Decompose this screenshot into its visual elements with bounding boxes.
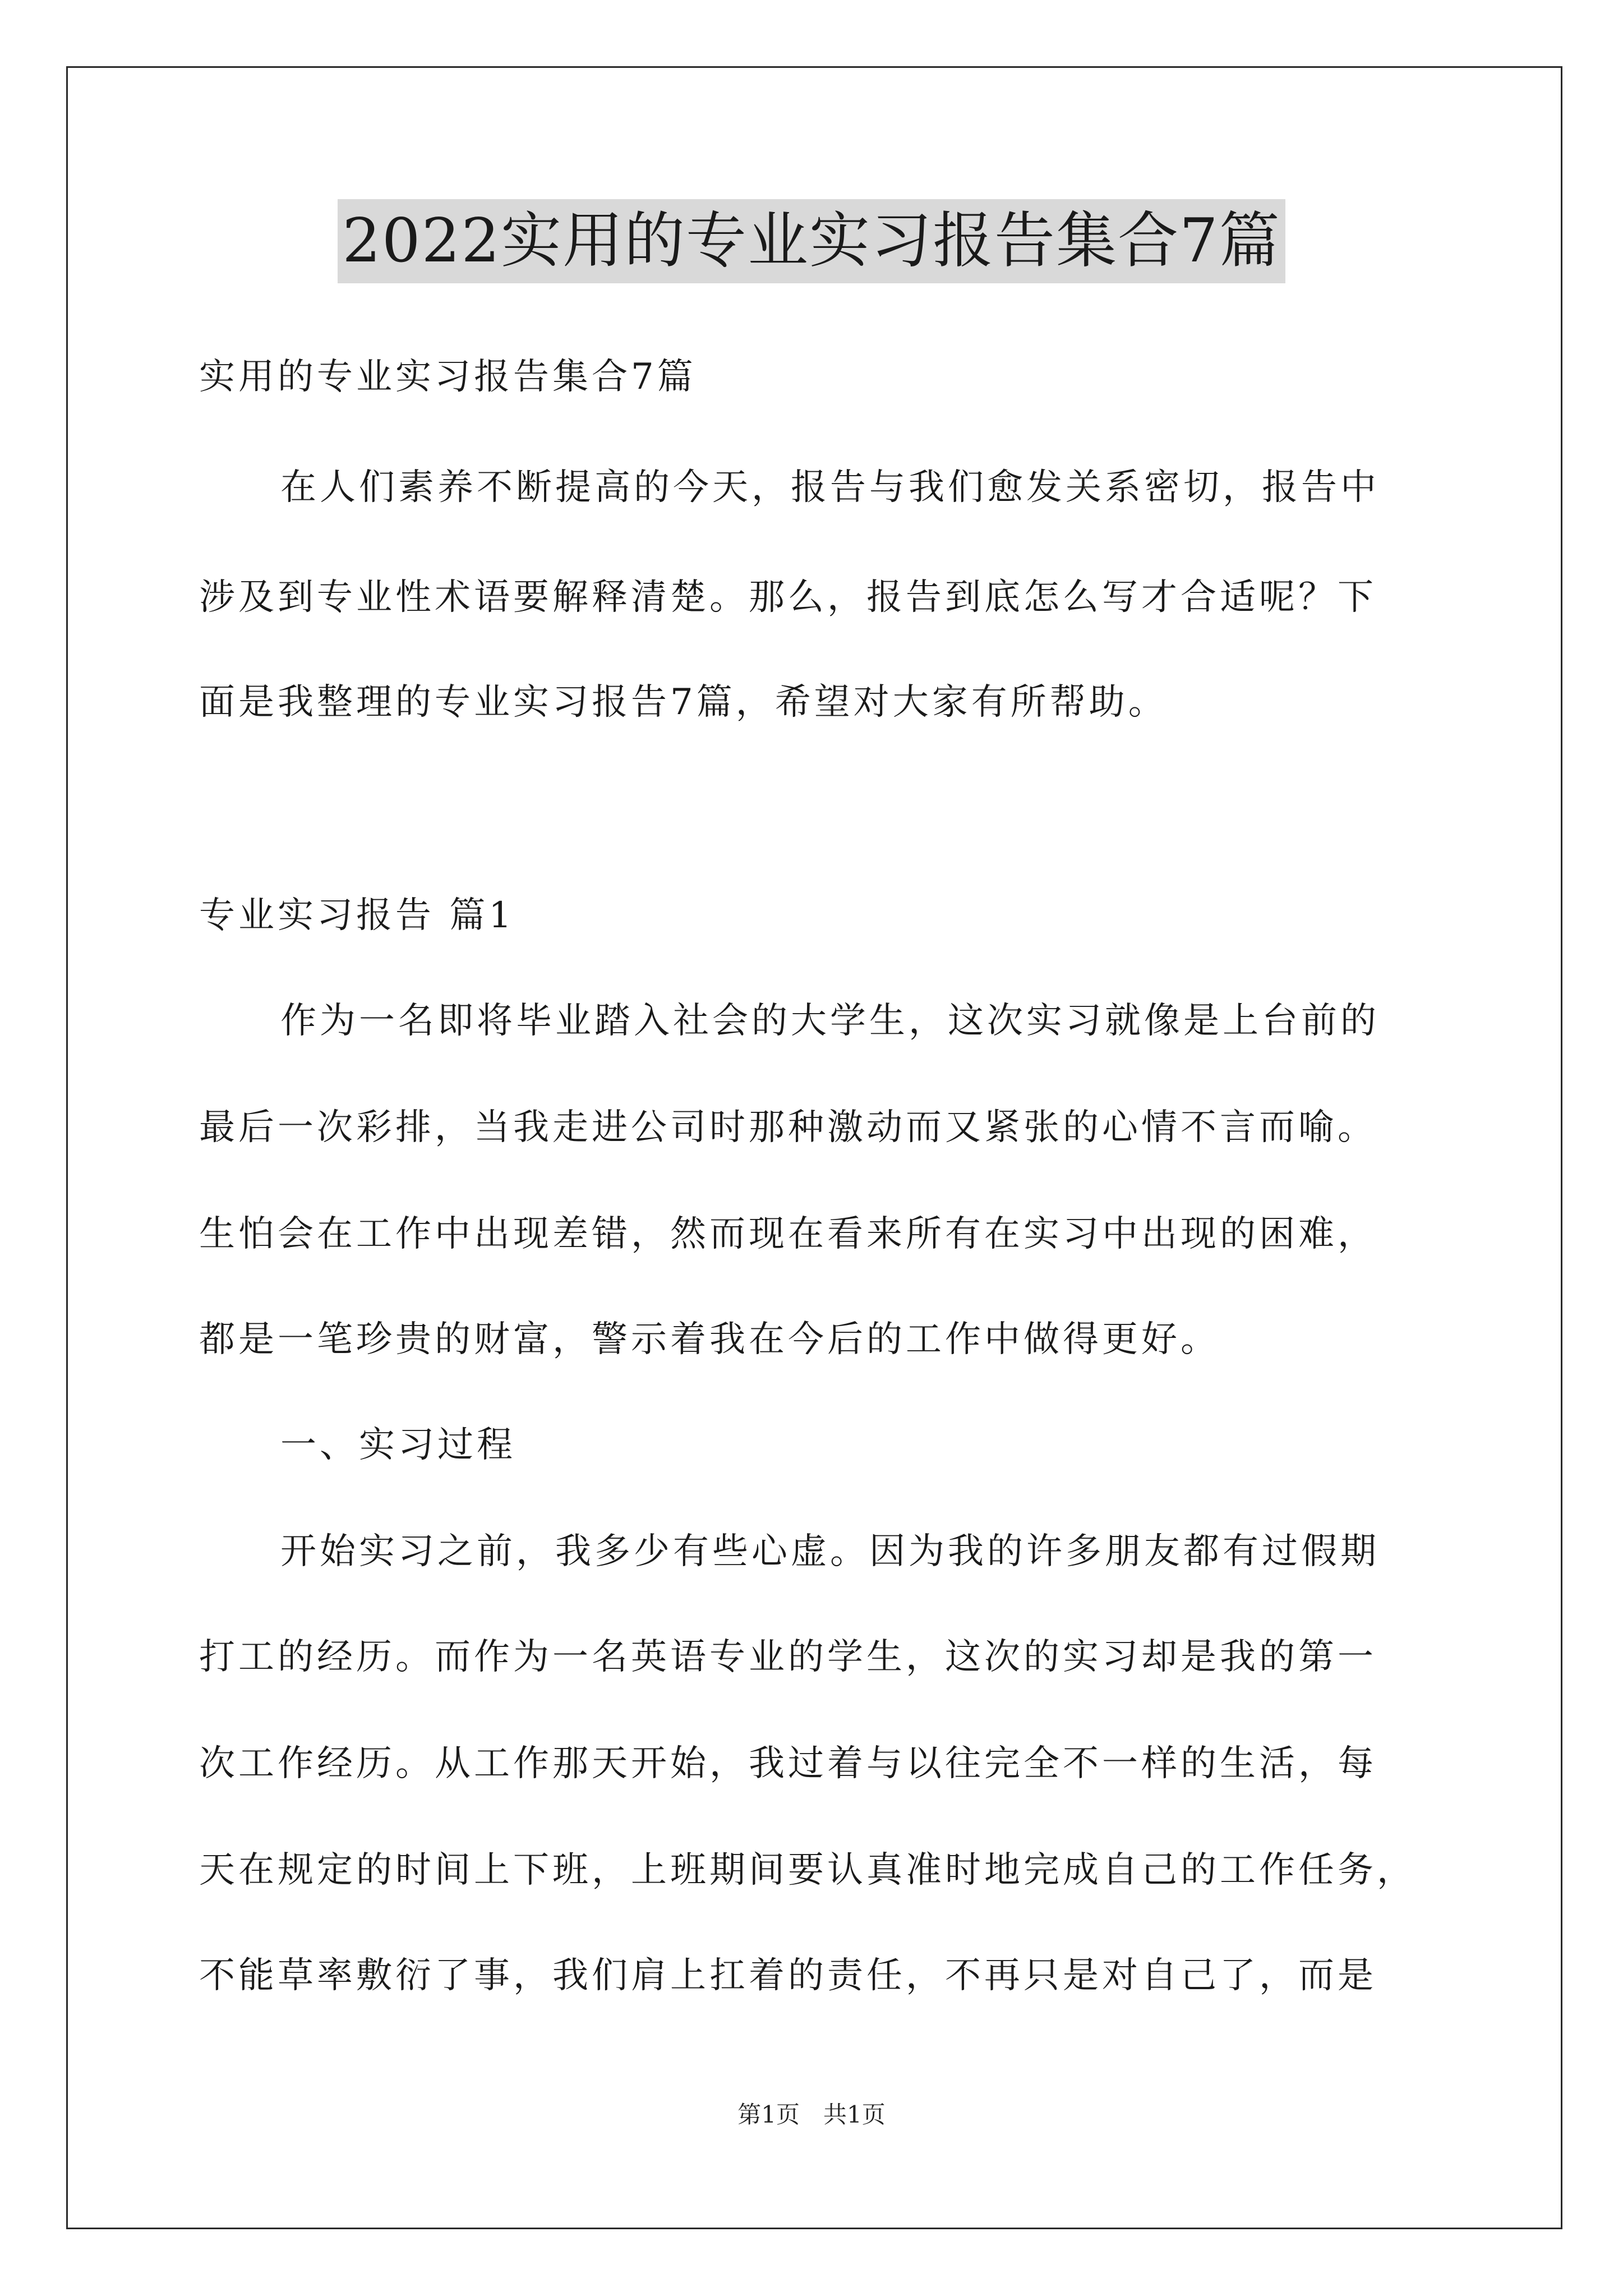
intro-line-2: 涉及到专业性术语要解释清楚。那么，报告到底怎么写才合适呢？下: [199, 577, 1377, 618]
para1-line-1: 作为一名即将毕业踏入社会的大学生，这次实习就像是上台前的: [280, 1000, 1380, 1042]
para2-line-3: 次工作经历。从工作那天开始，我过着与以往完全不一样的生活，每: [199, 1743, 1377, 1784]
para1-line-4: 都是一笔珍贵的财富，警示着我在今后的工作中做得更好。: [199, 1319, 1220, 1360]
title-wrap: [0, 199, 1623, 283]
para1-line-3: 生怕会在工作中出现差错，然而现在看来所有在实习中出现的困难，: [199, 1213, 1377, 1255]
document-subtitle: 实用的专业实习报告集合7篇: [199, 356, 697, 398]
sub-heading: 一、实习过程: [280, 1424, 516, 1466]
para2-line-1: 开始实习之前，我多少有些心虚。因为我的许多朋友都有过假期: [280, 1531, 1380, 1572]
para2-line-5: 不能草率敷衍了事，我们肩上扛着的责任，不再只是对自己了，而是: [199, 1955, 1377, 1996]
section-heading: 专业实习报告 篇1: [199, 895, 515, 936]
para2-line-4: 天在规定的时间上下班，上班期间要认真准时地完成自己的工作任务，: [199, 1849, 1416, 1891]
para1-line-2: 最后一次彩排，当我走进公司时那种激动而又紧张的心情不言而喻。: [199, 1107, 1377, 1148]
para2-line-2: 打工的经历。而作为一名英语专业的学生，这次的实习却是我的第一: [199, 1636, 1377, 1678]
intro-line-1: 在人们素养不断提高的今天，报告与我们愈发关系密切，报告中: [280, 467, 1380, 508]
document-title: 2022实用的专业实习报告集合7篇: [338, 199, 1285, 283]
intro-line-3: 面是我整理的专业实习报告7篇，希望对大家有所帮助。: [199, 682, 1168, 723]
page-footer: 第1页 共1页: [737, 2101, 886, 2128]
